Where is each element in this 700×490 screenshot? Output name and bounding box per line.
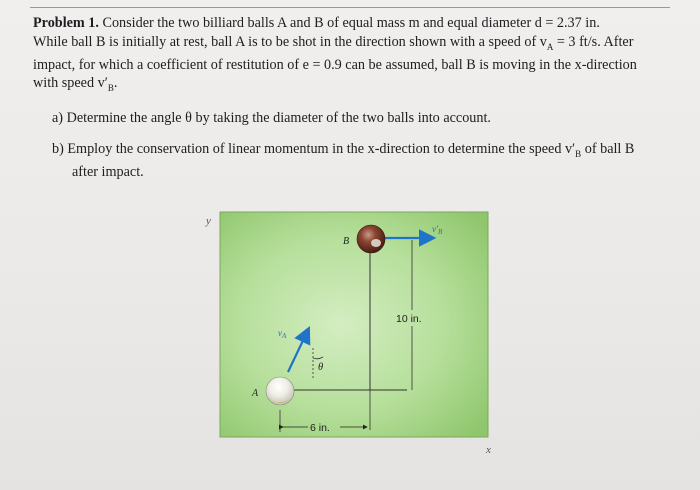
problem-line-3: impact, for which a coefficient of restitution of e = 0.9 can be assumed, ball B is moving in the x-direction (33, 56, 637, 73)
va-subscript: A (546, 41, 554, 52)
question-a: a) Determine the angle θ by taking the diameter of the two balls into account. (52, 110, 491, 126)
problem-label: Problem 1. (33, 15, 99, 31)
table-surface (220, 212, 488, 437)
problem-line-4-end: . (113, 75, 118, 92)
problem-statement (33, 14, 671, 98)
question-b-subscript: B (575, 148, 582, 159)
figure-svg (190, 200, 510, 460)
va-arrow-label: $v_A$ (278, 328, 287, 340)
question-b-line-2: after impact. (72, 164, 144, 181)
dim-horizontal-label: 6 in. (310, 422, 330, 434)
theta-label: θ (318, 362, 324, 373)
billiard-figure (190, 200, 510, 460)
question-b-line-1-end: of ball B (581, 141, 635, 157)
ball-b-spot (371, 239, 381, 247)
ball-a-label: A (252, 388, 259, 399)
problem-line-2: While ball B is initially at rest, ball A is to be shot in the direction shown with a speed of v (33, 33, 547, 50)
y-axis-label: y (206, 215, 211, 227)
dim-vertical-label: 10 in. (396, 313, 422, 325)
ball-b (357, 225, 385, 253)
question-b (52, 140, 672, 182)
problem-line-1: Consider the two billiard balls A and B of equal mass m and equal diameter d = 2.37 in. (102, 15, 600, 31)
problem-line-2-end: = 3 ft/s. After (553, 33, 634, 50)
problem-line-4: with speed v′ (33, 75, 108, 92)
question-b-line-1: b) Employ the conservation of linear momentum in the x-direction to determine the speed v′ (52, 141, 576, 157)
vb-subscript: B (107, 83, 114, 94)
ball-a (266, 377, 294, 405)
ball-b-label: B (343, 236, 350, 247)
x-axis-label: x (486, 444, 491, 456)
vb-arrow-label: $v'_B$ (432, 224, 443, 236)
divider-line (30, 7, 670, 8)
